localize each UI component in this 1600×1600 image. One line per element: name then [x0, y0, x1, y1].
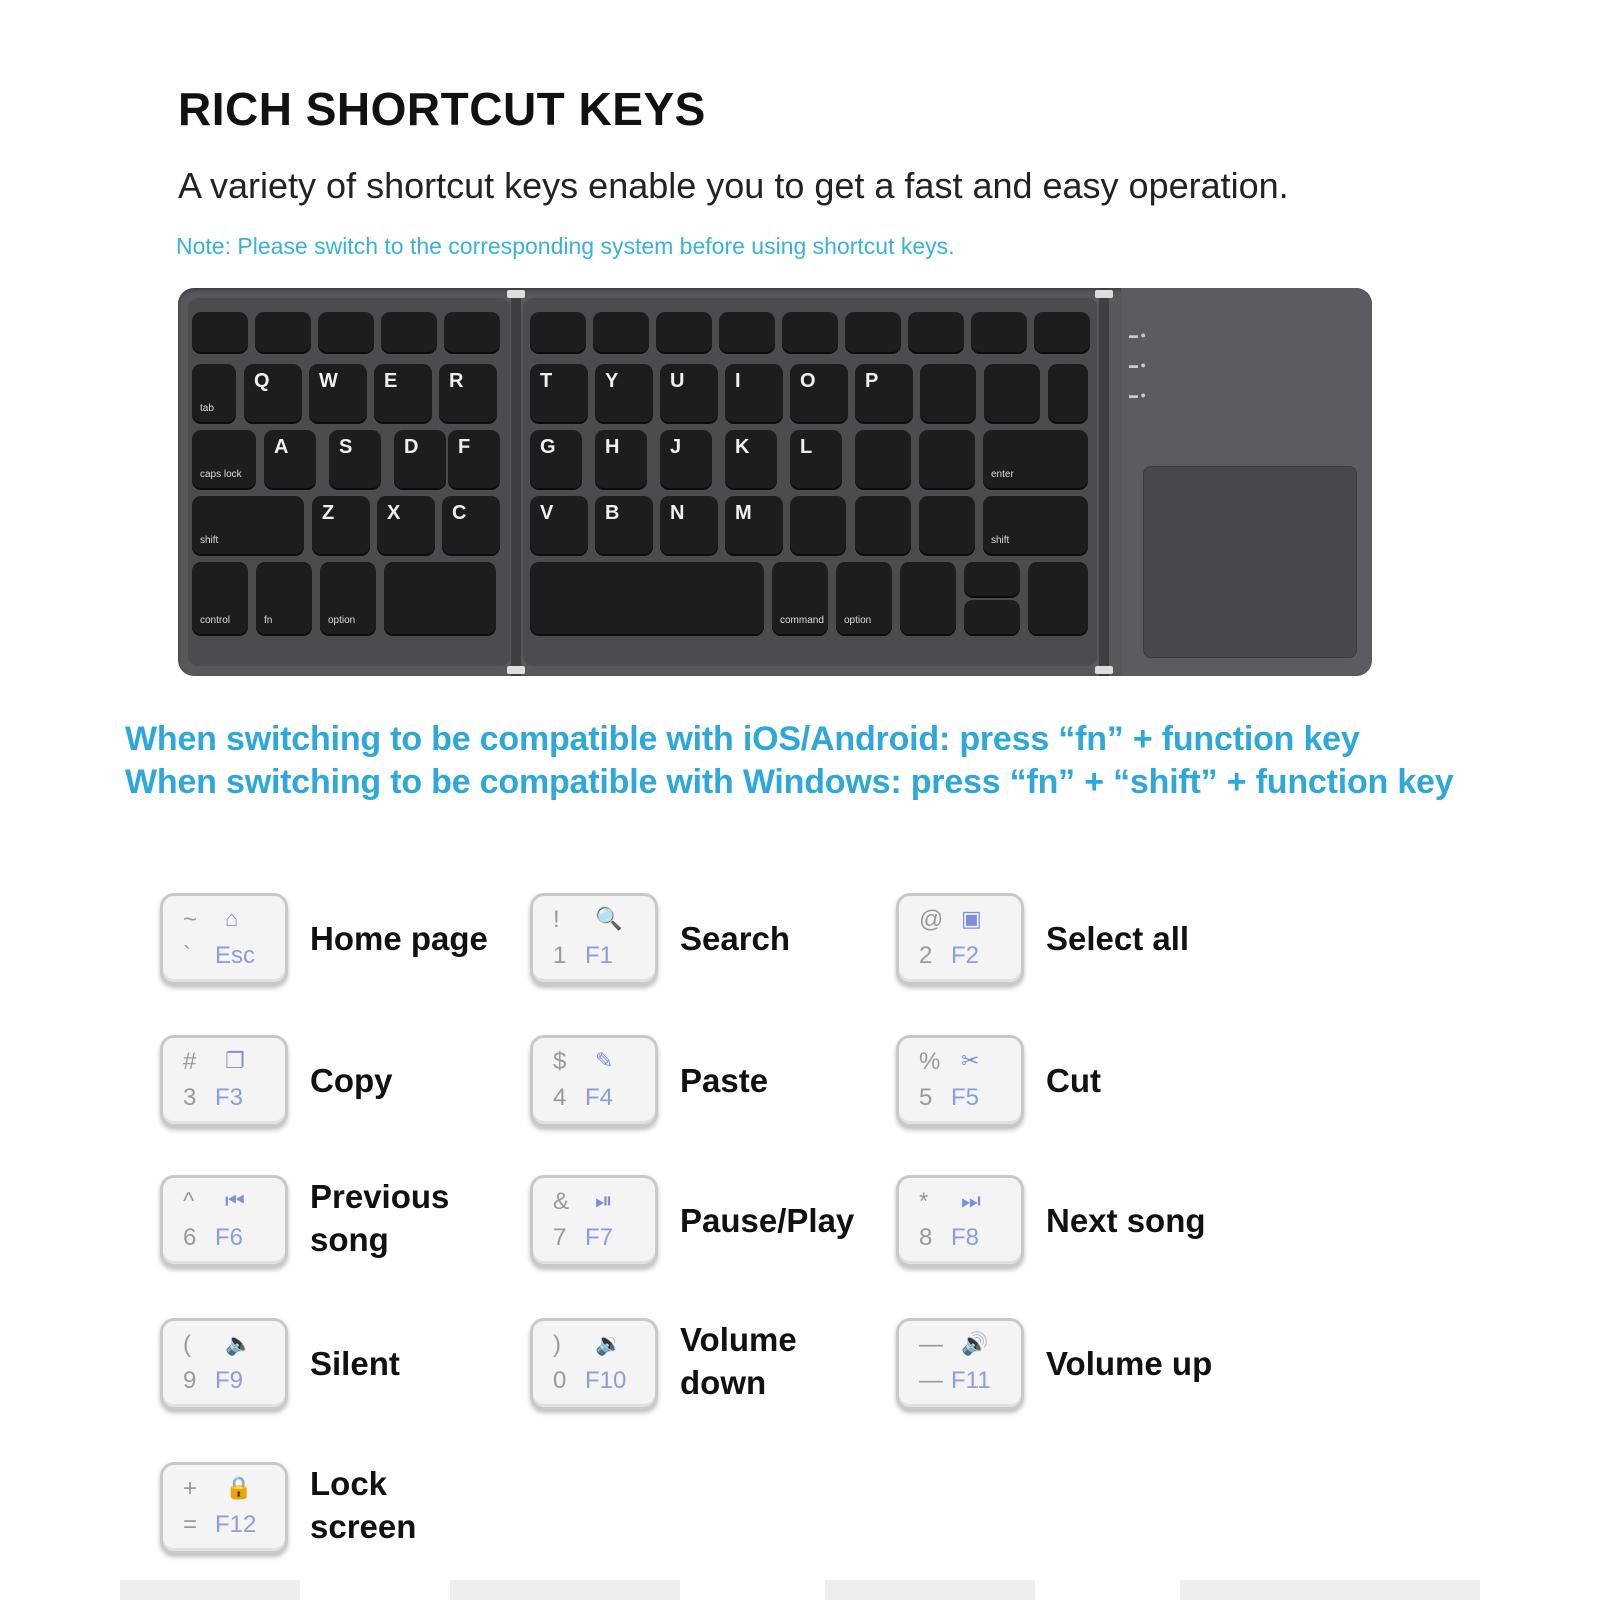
semicolon-key	[855, 430, 911, 488]
enter-key	[983, 430, 1088, 488]
key-number: 1	[553, 942, 567, 969]
shortcut-icon: 🔒	[225, 1475, 253, 1500]
shortcut-label: Silent	[310, 1345, 400, 1382]
key-symbol: !	[553, 906, 560, 933]
shortcut-icon: 🔉	[595, 1331, 623, 1356]
letter-key	[660, 496, 718, 554]
shortcut-key	[160, 1175, 288, 1267]
shortcut-icon: ▣	[961, 906, 982, 931]
shortcut-label: Lock screen	[310, 1465, 417, 1545]
key-symbol: ^	[183, 1188, 195, 1215]
letter-key	[309, 364, 367, 422]
key-legend: Q	[254, 370, 270, 392]
key-legend: H	[605, 436, 620, 458]
key-modifier-label: enter	[991, 469, 1014, 480]
shortcut-label: Search	[680, 920, 791, 957]
function-key-label: F5	[951, 1084, 980, 1111]
shortcut-label: Volume up	[1046, 1345, 1213, 1382]
key-legend: Y	[605, 370, 619, 392]
shortcut-label: Previous song	[310, 1178, 450, 1258]
shortcut-label: Next song	[1046, 1202, 1206, 1239]
letter-key	[394, 430, 446, 488]
space-key-left	[384, 562, 496, 634]
shortcut-key	[160, 1318, 288, 1410]
option-key-right	[836, 562, 892, 634]
bottom-strip	[1180, 1580, 1480, 1600]
key-symbol: $	[553, 1048, 567, 1075]
letter-key	[530, 364, 588, 422]
space-key	[530, 562, 764, 634]
key-legend: K	[735, 436, 750, 458]
key-modifier-label: option	[328, 615, 356, 626]
letter-key	[855, 364, 913, 422]
letter-key	[312, 496, 370, 554]
shortcut-key	[160, 893, 288, 985]
bottom-strip	[450, 1580, 680, 1600]
key-legend: X	[387, 502, 401, 524]
function-key	[381, 312, 437, 352]
shortcut-icon: 🔍	[595, 906, 623, 931]
key-number: 4	[553, 1084, 567, 1111]
function-key-label: F7	[585, 1224, 614, 1251]
key-number: 7	[553, 1224, 567, 1251]
key-modifier-label: command	[780, 615, 824, 626]
comma-key	[790, 496, 846, 554]
tab-key	[192, 364, 236, 422]
key-legend: N	[670, 502, 685, 524]
shortcut-icon: ⏯	[595, 1188, 613, 1213]
letter-key	[442, 496, 500, 554]
compat-ios-android: When switching to be compatible with iOS/Android: press “fn” + function key	[125, 720, 1360, 758]
function-key	[192, 312, 248, 352]
letter-key	[725, 364, 783, 422]
key-modifier-label: shift	[991, 535, 1010, 546]
letter-key	[374, 364, 432, 422]
system-note: Note: Please switch to the corresponding system before using shortcut keys.	[176, 233, 955, 259]
shortcut-key	[530, 1035, 658, 1127]
shortcut-label: Pause/Play	[680, 1202, 855, 1239]
shortcut-key	[160, 1035, 288, 1127]
led-indicator: ▬ ●	[1129, 330, 1146, 340]
function-key-label: F2	[951, 942, 980, 969]
shortcut-key	[896, 1035, 1024, 1127]
key-modifier-label: shift	[200, 535, 219, 546]
function-key	[255, 312, 311, 352]
key-legend: G	[540, 436, 556, 458]
shortcut-key	[896, 1175, 1024, 1267]
function-key-label: F4	[585, 1084, 614, 1111]
touchpad	[1143, 466, 1357, 658]
function-key-label: F1	[585, 942, 614, 969]
letter-key	[439, 364, 497, 422]
control-key	[192, 562, 248, 634]
shift-key-right	[983, 496, 1088, 554]
shortcut-label: Home page	[310, 920, 488, 957]
led-indicator: ▬ ●	[1129, 360, 1146, 370]
shortcut-key	[530, 1175, 658, 1267]
caps-lock-key	[192, 430, 256, 488]
key-legend: B	[605, 502, 620, 524]
letter-key	[725, 496, 783, 554]
key-legend: W	[319, 370, 338, 392]
arrow-left-key	[900, 562, 956, 634]
quote-key	[919, 430, 975, 488]
key-symbol: (	[183, 1331, 191, 1358]
key-legend: E	[384, 370, 398, 392]
shortcut-key	[530, 1318, 658, 1410]
function-key-label: F6	[215, 1224, 244, 1251]
key-number: —	[919, 1367, 943, 1394]
key-legend: D	[404, 436, 419, 458]
touchpad-area	[1121, 288, 1372, 676]
function-key-label: F12	[215, 1511, 257, 1538]
key-legend: F	[458, 436, 471, 458]
function-key-label: F10	[585, 1367, 627, 1394]
shortcut-icon: ⏭	[961, 1188, 981, 1213]
shift-key	[192, 496, 304, 554]
key-legend: U	[670, 370, 685, 392]
page-title: RICH SHORTCUT KEYS	[178, 83, 706, 135]
key-number: =	[183, 1511, 198, 1538]
key-legend: V	[540, 502, 554, 524]
letter-key	[595, 364, 653, 422]
letter-key	[377, 496, 435, 554]
letter-key	[595, 430, 647, 488]
bottom-strip	[120, 1580, 300, 1600]
function-key	[530, 312, 586, 352]
letter-key	[329, 430, 381, 488]
shortcut-key	[160, 1462, 288, 1554]
shortcut-key	[896, 1318, 1024, 1410]
bracket-key	[920, 364, 976, 422]
function-key	[719, 312, 775, 352]
function-key	[971, 312, 1027, 352]
slash-key	[919, 496, 975, 554]
function-key-label: Esc	[215, 942, 256, 969]
key-modifier-label: option	[844, 615, 872, 626]
key-symbol: *	[919, 1188, 929, 1215]
arrow-right-key	[1028, 562, 1088, 634]
compat-windows: When switching to be compatible with Windows: press “fn” + “shift” + function key	[125, 763, 1454, 801]
bottom-strip	[825, 1580, 1035, 1600]
function-key	[782, 312, 838, 352]
key-number: 3	[183, 1084, 197, 1111]
letter-key	[660, 430, 712, 488]
letter-key	[595, 496, 653, 554]
keyboard-image	[178, 288, 1372, 676]
key-modifier-label: caps lock	[200, 469, 242, 480]
key-modifier-label: control	[200, 615, 231, 626]
shortcut-key	[896, 893, 1024, 985]
key-symbol: &	[553, 1188, 570, 1215]
shortcut-label: Copy	[310, 1062, 393, 1099]
letter-key	[244, 364, 302, 422]
letter-key	[660, 364, 718, 422]
function-key-label: F3	[215, 1084, 244, 1111]
letter-key	[264, 430, 316, 488]
key-symbol: +	[183, 1475, 198, 1502]
key-number: 5	[919, 1084, 933, 1111]
keyboard-hinge-right	[1099, 288, 1109, 676]
key-legend: R	[449, 370, 464, 392]
keyboard-hinge-left	[511, 288, 521, 676]
key-legend: P	[865, 370, 879, 392]
function-key	[656, 312, 712, 352]
key-legend: Z	[322, 502, 335, 524]
key-legend: J	[670, 436, 682, 458]
bracket-key	[984, 364, 1040, 422]
fn-key	[256, 562, 312, 634]
key-number: 2	[919, 942, 933, 969]
option-key	[320, 562, 376, 634]
key-number: 0	[553, 1367, 567, 1394]
letter-key	[448, 430, 500, 488]
shortcut-key	[530, 893, 658, 985]
letter-key	[530, 496, 588, 554]
key-symbol: —	[919, 1331, 943, 1358]
shortcut-icon: ⏮	[225, 1188, 245, 1213]
key-number: `	[183, 942, 191, 969]
letter-key	[725, 430, 777, 488]
function-key	[593, 312, 649, 352]
key-modifier-label: tab	[200, 403, 214, 414]
period-key	[855, 496, 911, 554]
key-modifier-label: fn	[264, 615, 273, 626]
function-key	[908, 312, 964, 352]
key-legend: I	[735, 370, 741, 392]
command-key	[772, 562, 828, 634]
function-key	[318, 312, 374, 352]
backslash-key	[1048, 364, 1088, 422]
function-key-label: F11	[951, 1367, 991, 1394]
function-key-label: F8	[951, 1224, 980, 1251]
shortcut-label: Paste	[680, 1062, 769, 1099]
led-indicator: ▬ ●	[1129, 390, 1146, 400]
page-subtitle: A variety of shortcut keys enable you to get a fast and easy operation.	[178, 165, 1289, 206]
key-symbol: %	[919, 1048, 941, 1075]
letter-key	[530, 430, 582, 488]
key-number: 9	[183, 1367, 197, 1394]
key-legend: O	[800, 370, 816, 392]
key-legend: C	[452, 502, 467, 524]
function-key	[1034, 312, 1090, 352]
key-symbol: )	[553, 1331, 561, 1358]
shortcut-icon: ✎	[595, 1048, 614, 1073]
key-number: 6	[183, 1224, 197, 1251]
shortcut-icon: 🔊	[961, 1331, 989, 1356]
key-legend: S	[339, 436, 353, 458]
shortcut-label: Volume down	[680, 1321, 797, 1401]
shortcut-icon: ✂	[961, 1048, 980, 1073]
key-legend: T	[540, 370, 553, 392]
key-legend: A	[274, 436, 289, 458]
letter-key	[790, 364, 848, 422]
shortcut-label: Select all	[1046, 920, 1190, 957]
shortcut-icon: ❐	[225, 1048, 245, 1073]
key-legend: M	[735, 502, 752, 524]
function-key	[444, 312, 500, 352]
function-key-label: F9	[215, 1367, 244, 1394]
function-key	[845, 312, 901, 352]
letter-key	[790, 430, 842, 488]
key-symbol: @	[919, 906, 944, 933]
shortcut-icon: ⌂	[225, 906, 239, 931]
key-number: 8	[919, 1224, 933, 1251]
shortcut-icon: 🔈	[225, 1331, 253, 1356]
shortcut-label: Cut	[1046, 1062, 1101, 1099]
key-legend: L	[800, 436, 813, 458]
arrow-down-key	[964, 600, 1020, 634]
key-symbol: ~	[183, 906, 198, 933]
key-symbol: #	[183, 1048, 197, 1075]
arrow-up-key	[964, 562, 1020, 596]
